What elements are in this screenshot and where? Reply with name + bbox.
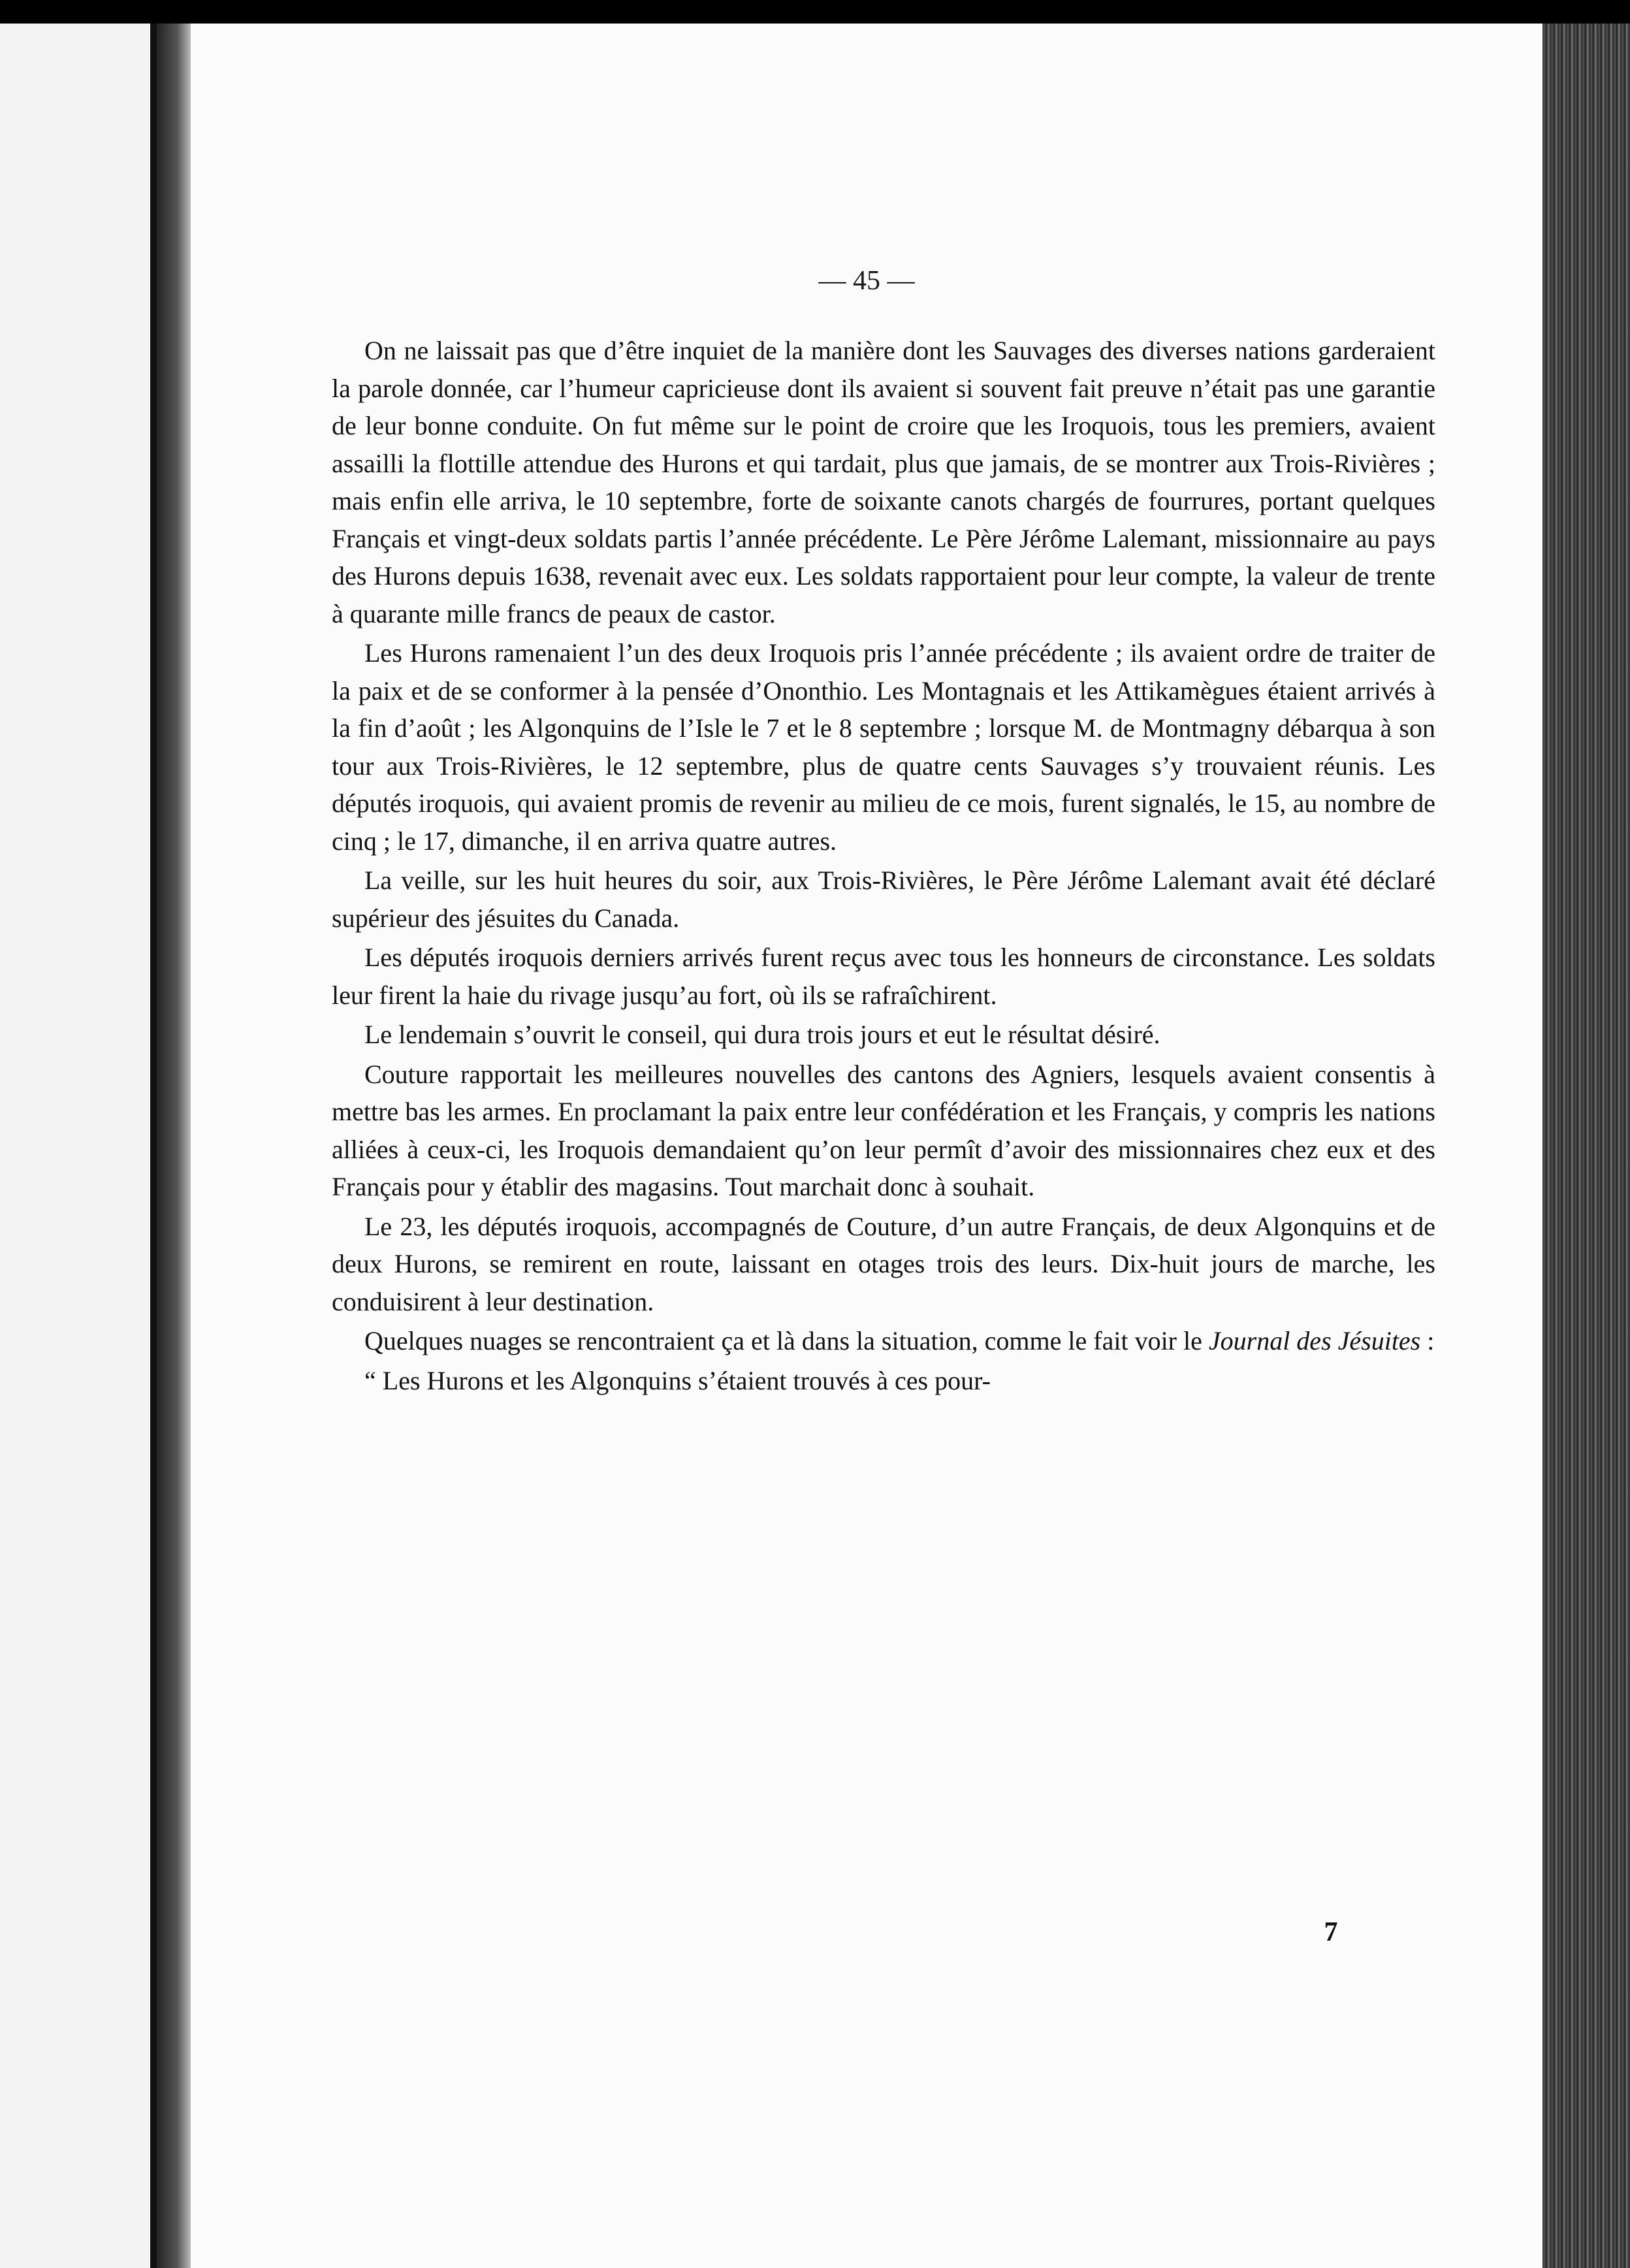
previous-page-edge bbox=[0, 24, 157, 2268]
paragraph-8-end: : bbox=[1420, 1326, 1435, 1355]
body-text bbox=[332, 332, 1435, 1401]
page-stack-edge bbox=[1542, 24, 1630, 2268]
paragraph-6: Couture rapportait les meilleures nouvelles des cantons des Agniers, lesquels avaient consentis à mettre bas les armes. En proclamant la paix entre leur confédération et les Français, y compris les nations alliées à ceux-ci, les Iroquois demandaient qu’on leur permît d’avoir des missionnaires chez eux et des Français pour y établir des magasins. Tout marchait donc à souhait. bbox=[332, 1059, 1435, 1201]
book-gutter-shadow bbox=[157, 24, 191, 2268]
paragraph-1: On ne laissait pas que d’être inquiet de la manière dont les Sauvages des diverses nations garderaient la parole donnée, car l’humeur capricieuse dont ils avaient si souvent fait preuve n’était pas une garantie de leur bonne conduite. On fut même sur le point de croire que les Iroquois, tous les premiers, avaient assailli la flottille attendue des Hurons et qui tardait, plus que jamais, de se montrer aux Trois-Rivières ; mais enfin elle arriva, le 10 septembre, forte de soixante canots chargés de fourrures, portant quelques Français et vingt-deux soldats partis l’année précédente. Le Père Jérôme Lalemant, missionnaire au pays des Hurons depuis 1638, revenait avec eux. Les soldats rapportaient pour leur compte, la valeur de trente à quarante mille francs de peaux de castor. bbox=[332, 336, 1435, 628]
paragraph-7: Le 23, les députés iroquois, accompagnés de Couture, d’un autre Français, de deux Algonquins et de deux Hurons, se remirent en route, laissant en otages trois des leurs. Dix-huit jours de marche, les conduisirent à leur destination. bbox=[332, 1211, 1435, 1316]
paragraph-9: “ Les Hurons et les Algonquins s’étaient trouvés à ces pour- bbox=[364, 1365, 991, 1395]
scan-top-border bbox=[0, 0, 1630, 24]
signature-mark: 7 bbox=[1324, 1917, 1338, 1947]
paragraph-4: Les députés iroquois derniers arrivés furent reçus avec tous les honneurs de circonstance. Les soldats leur firent la haie du rivage jusqu’au fort, où ils se rafraîchirent. bbox=[332, 943, 1435, 1010]
page-sheet bbox=[191, 24, 1542, 2268]
paragraph-3: La veille, sur les huit heures du soir, aux Trois-Rivières, le Père Jérôme Lalemant avait été déclaré supérieur des jésuites du Canada. bbox=[332, 866, 1435, 933]
paragraph-8-text: Quelques nuages se rencontraient ça et là dans la situation, comme le fait voir le bbox=[364, 1326, 1209, 1355]
page-number: — 45 — bbox=[818, 266, 915, 296]
paragraph-8 bbox=[332, 1322, 1435, 1360]
paragraph-5: Le lendemain s’ouvrit le conseil, qui dura trois jours et eut le résultat désiré. bbox=[364, 1020, 1160, 1049]
journal-title: Journal des Jésuites bbox=[1208, 1326, 1421, 1355]
paragraph-2: Les Hurons ramenaient l’un des deux Iroquois pris l’année précédente ; ils avaient ordre de traiter de la paix et de se conformer à la pensée d’Ononthio. Les Montagnais et les Attikamègues étaient arrivés à la fin d’août ; les Algonquins de l’Isle le 7 et le 8 septembre ; lorsque M. de Montmagny débarqua à son tour aux Trois-Rivières, le 12 septembre, plus de quatre cents Sauvages s’y trouvaient réunis. Les députés iroquois, qui avaient promis de revenir au milieu de ce mois, furent signalés, le 15, au nombre de cinq ; le 17, dimanche, il en arriva quatre autres. bbox=[332, 638, 1435, 856]
